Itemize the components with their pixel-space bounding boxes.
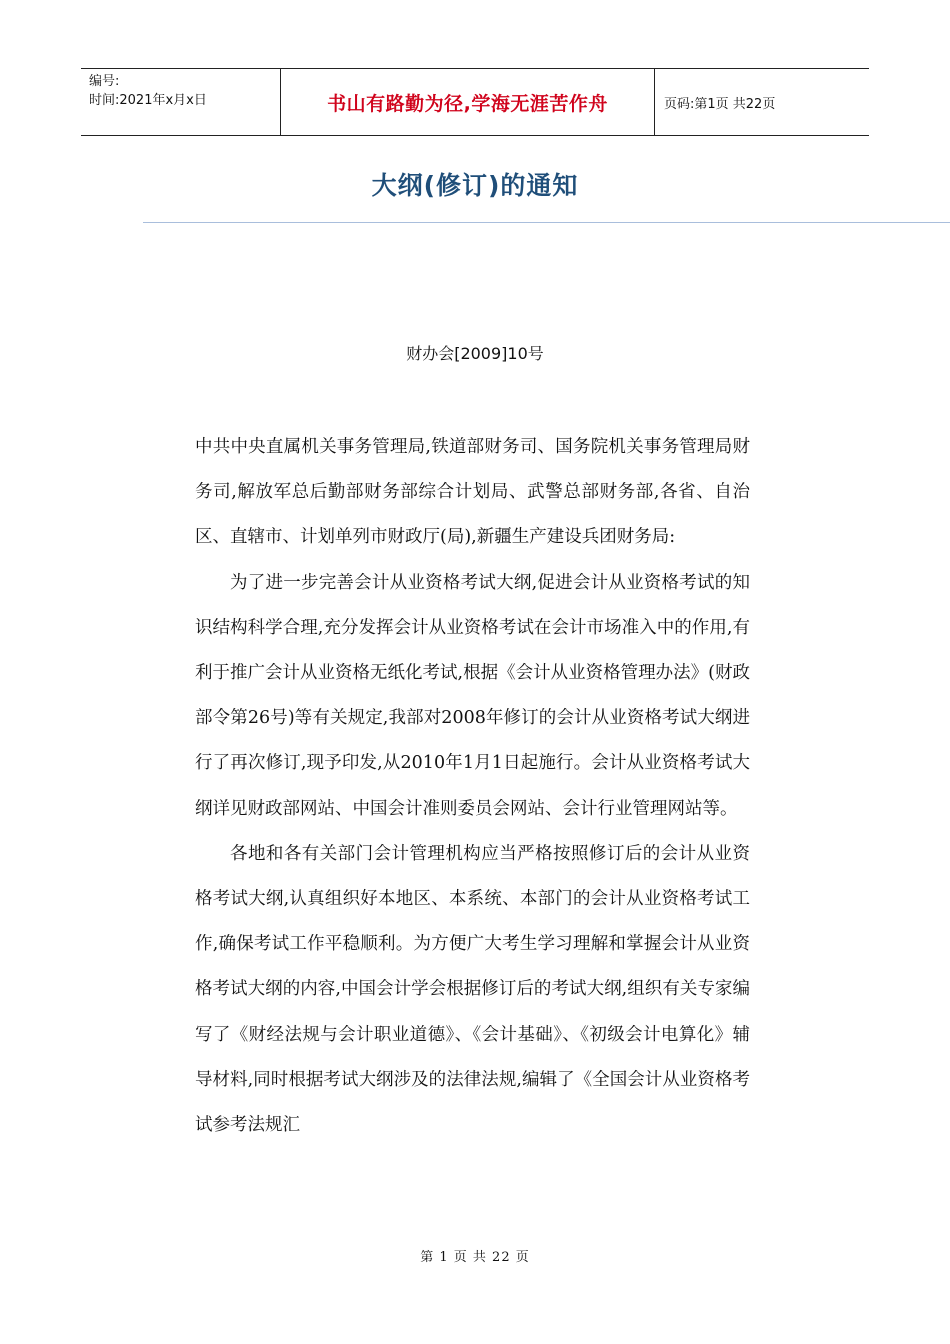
title-divider [143,222,950,223]
header-page-info: 页码:第1页 共22页 [664,96,776,112]
page-footer: 第 1 页 共 22 页 [420,1250,530,1265]
document-number-label: 编号: [89,74,120,89]
header-table [81,68,869,136]
document-title: 大纲(修订)的通知 [371,171,579,200]
header-motto: 书山有路勤为径,学海无涯苦作舟 [281,69,655,135]
addressee-paragraph: 中共中央直属机关事务管理局,铁道部财务司、国务院机关事务管理局财务司,解放军总后勤部财务部综合计划局、武警总部财务部,各省、自治区、直辖市、计划单列市财政厅(局),新疆生产建设兵团财务局: [195,437,750,548]
body-paragraph: 为了进一步完善会计从业资格考试大纲,促进会计从业资格考试的知识结构科学合理,充分发挥会计从业资格考试在会计市场准入中的作用,有利于推广会计从业资格无纸化考试,根据《会计从业资格管理办法》(财政部令第26号)等有关规定,我部对2008年修订的会计从业资格考试大纲进行了再次修订,现予印发,从2010年1月1日起施行。会计从业资格考试大纲详见财政部网站、中国会计准则委员会网站、会计行业管理网站等。 [195,572,750,819]
document-body [195,425,750,1148]
body-paragraph: 各地和各有关部门会计管理机构应当严格按照修订后的会计从业资格考试大纲,认真组织好本地区、本系统、本部门的会计从业资格考试工作,确保考试工作平稳顺利。为方便广大考生学习理解和掌握会计从业资格考试大纲的内容,中国会计学会根据修订后的考试大纲,组织有关专家编写了《财经法规与会计职业道德》、《会计基础》、《初级会计电算化》辅导材料,同时根据考试大纲涉及的法律法规,编辑了《全国会计从业资格考试参考法规汇 [195,843,750,1136]
document-time-label: 时间:2021年x月x日 [89,93,207,108]
document-reference-number: 财办会[2009]10号 [406,344,544,363]
header-meta-cell [81,69,281,135]
